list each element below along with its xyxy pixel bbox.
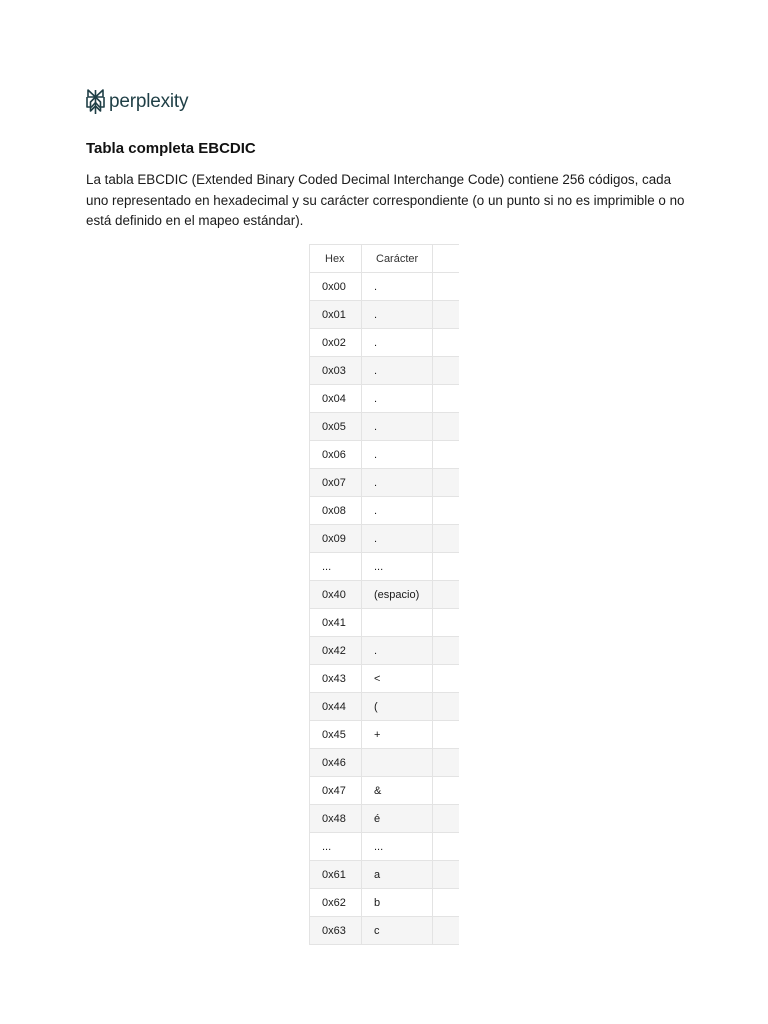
cell-character: . [362,497,433,525]
cell-character: é [362,805,433,833]
table-row [310,329,460,357]
cell-hex: 0x02 [310,329,362,357]
table-body [310,273,460,945]
cell-hex: 0x48 [310,805,362,833]
cell-hex: 0x05 [310,413,362,441]
cell-character: . [362,329,433,357]
cell-overflow [433,749,460,777]
table-row [310,609,460,637]
table-row [310,889,460,917]
cell-character: ... [362,553,433,581]
cell-character: . [362,441,433,469]
brand-name: perplexity [109,91,189,112]
cell-overflow [433,777,460,805]
table-row [310,861,460,889]
table-row [310,525,460,553]
cell-hex: 0x44 [310,693,362,721]
table-row [310,581,460,609]
cell-character: . [362,413,433,441]
cell-overflow [433,805,460,833]
cell-character: . [362,469,433,497]
cell-character: . [362,637,433,665]
cell-character: . [362,273,433,301]
cell-character: . [362,525,433,553]
cell-hex: 0x46 [310,749,362,777]
cell-hex: 0x40 [310,581,362,609]
cell-overflow [433,301,460,329]
cell-overflow [433,497,460,525]
cell-overflow [433,413,460,441]
table-row [310,777,460,805]
cell-overflow [433,889,460,917]
cell-hex: 0x47 [310,777,362,805]
cell-hex: 0x08 [310,497,362,525]
table-row [310,273,460,301]
cell-character: ( [362,693,433,721]
cell-character: . [362,357,433,385]
cell-overflow [433,525,460,553]
table-row [310,553,460,581]
cell-character: + [362,721,433,749]
cell-overflow [433,357,460,385]
table-row [310,665,460,693]
cell-overflow [433,833,460,861]
cell-character: . [362,301,433,329]
cell-overflow [433,469,460,497]
table-row [310,441,460,469]
cell-hex: 0x03 [310,357,362,385]
cell-overflow [433,637,460,665]
cell-hex: 0x62 [310,889,362,917]
cell-hex: 0x09 [310,525,362,553]
cell-overflow [433,329,460,357]
cell-hex: ... [310,553,362,581]
intro-paragraph: La tabla EBCDIC (Extended Binary Coded Decimal Interchange Code) contiene 256 códigos, cada uno representado en hexadecimal y su carácter correspondiente (o un punto si no es imprimible o no está definido en el mapeo estándar). [86,172,685,228]
table-row [310,413,460,441]
cell-overflow [433,441,460,469]
table-row [310,749,460,777]
cell-overflow [433,917,460,945]
table-row [310,637,460,665]
table-header-row [310,245,460,273]
table-row [310,721,460,749]
cell-hex: 0x61 [310,861,362,889]
cell-overflow [433,693,460,721]
cell-character [362,749,433,777]
column-header-overflow [433,245,460,273]
table-row [310,805,460,833]
table-row [310,917,460,945]
cell-character: b [362,889,433,917]
cell-hex: 0x06 [310,441,362,469]
cell-overflow [433,861,460,889]
cell-hex: 0x41 [310,609,362,637]
cell-character: ... [362,833,433,861]
cell-hex: 0x63 [310,917,362,945]
column-header-character: Carácter [362,245,433,273]
cell-overflow [433,553,460,581]
table-row [310,469,460,497]
cell-overflow [433,581,460,609]
cell-overflow [433,609,460,637]
cell-hex: 0x04 [310,385,362,413]
cell-overflow [433,665,460,693]
cell-character: & [362,777,433,805]
cell-character [362,609,433,637]
column-header-hex: Hex [310,245,362,273]
cell-character: (espacio) [362,581,433,609]
document-title: Tabla completa EBCDIC [86,140,256,157]
cell-overflow [433,721,460,749]
cell-hex: 0x01 [310,301,362,329]
ebcdic-table [309,244,459,945]
table-row [310,301,460,329]
table-row [310,385,460,413]
table-row [310,693,460,721]
cell-hex: 0x00 [310,273,362,301]
perplexity-logo-icon [85,89,106,115]
cell-character: a [362,861,433,889]
cell-overflow [433,385,460,413]
cell-hex: 0x43 [310,665,362,693]
table-row [310,357,460,385]
cell-character: < [362,665,433,693]
cell-hex: 0x45 [310,721,362,749]
cell-hex: ... [310,833,362,861]
table-row [310,497,460,525]
table-row [310,833,460,861]
cell-hex: 0x07 [310,469,362,497]
cell-character: . [362,385,433,413]
cell-character: c [362,917,433,945]
perplexity-logo [85,89,188,115]
cell-overflow [433,273,460,301]
cell-hex: 0x42 [310,637,362,665]
ebcdic-table-container [309,244,459,945]
